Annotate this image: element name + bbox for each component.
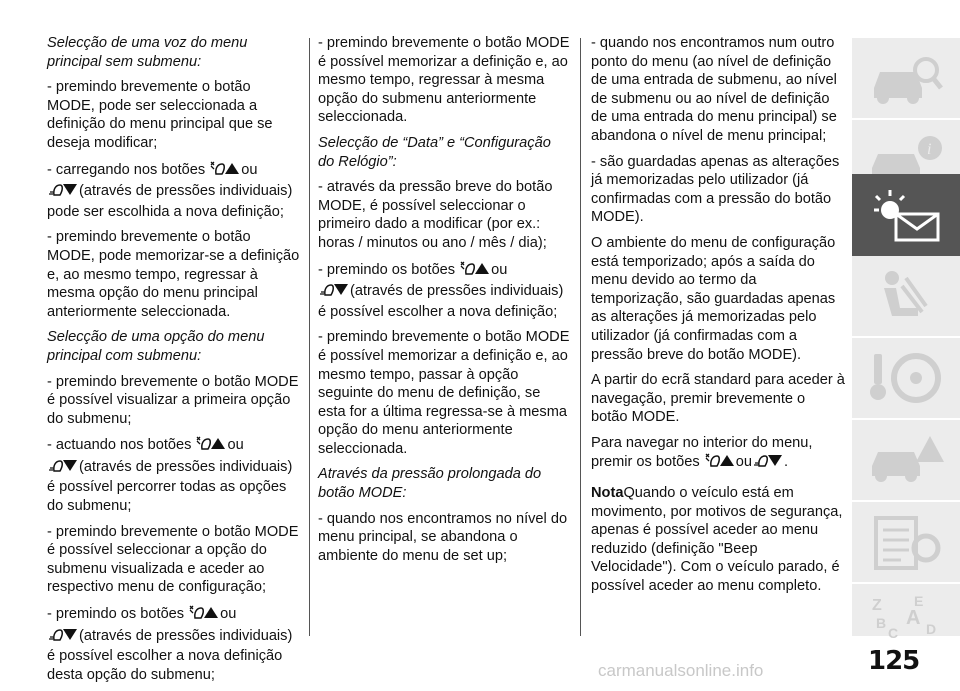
paragraph: - premindo brevemente o botão MODE, pode memorizar-se a definição e, ao mesmo tempo, regressar à mesma opção do menu principal anteriormente seleccionada. bbox=[47, 229, 300, 320]
paragraph: - premindo brevemente o botão MODE é possível visualizar a primeira opção do submenu; bbox=[47, 373, 299, 427]
mode-light-up-icon bbox=[209, 160, 241, 182]
paragraph: - premindo brevemente o botão MODE, pode ser seleccionada a definição do menu principal que se deseja modificar; bbox=[47, 79, 273, 151]
text-column-2 bbox=[318, 34, 570, 572]
mode-light-down-icon bbox=[47, 626, 79, 648]
note-paragraph bbox=[591, 484, 845, 596]
paragraph bbox=[318, 260, 570, 322]
sidebar-tab-car-search[interactable] bbox=[852, 38, 960, 118]
paragraph: - premindo brevemente o botão MODE é possível memorizar a definição e, ao mesmo tempo, passar à opção seguinte do menu de definição, se esta for a última regressa-se à mesma opção do menu anteriormente seleccionada. bbox=[318, 329, 570, 457]
car-warning-icon bbox=[866, 430, 946, 490]
column-divider bbox=[580, 38, 581, 636]
sidebar-tab-alphabet-index[interactable] bbox=[852, 584, 960, 641]
svg-text:B: B bbox=[876, 615, 887, 631]
dashboard-lights-icon bbox=[866, 184, 946, 246]
paragraph: - são guardadas apenas as alterações já memorizadas pelo utilizador (já confirmadas com a pressão do botão MODE). bbox=[591, 153, 840, 226]
mode-light-up-icon bbox=[704, 452, 736, 474]
paragraph: A partir do ecrã standard para aceder à navegação, premir brevemente o botão MODE. bbox=[591, 372, 845, 426]
paragraph: O ambiente do menu de configuração está temporizado; após a saída do menu devido ao termo da temporização, são guardadas apenas as alterações já memorizadas pelo utilizador (já confirmadas com a pressão breve do botão MODE). bbox=[591, 234, 836, 363]
column-divider bbox=[309, 38, 310, 636]
paragraph-text: - premindo os botões bbox=[47, 606, 185, 623]
service-list-icon bbox=[866, 512, 946, 572]
seat-airbag-icon bbox=[866, 266, 946, 326]
paragraph: - quando nos encontramos num outro ponto do menu (ao nível de definição de uma entrada de submenu, ao nível de submenu ou ao nível de definição de uma entrada do menu principal) se abandona o nível de menu principal; bbox=[591, 35, 837, 144]
paragraph-text: - carregando nos botões bbox=[47, 161, 206, 178]
sentence-end: . bbox=[784, 454, 789, 471]
paragraph: - através da pressão breve do botão MODE, é possível seleccionar o primeiro dado a modificar (por ex.: horas / minutos ou ano / mês / dia); bbox=[318, 179, 553, 251]
note-text: Quando o veículo está em movimento, por motivos de segurança, apenas é possível aceder ao menu reduzido (definição "Beep Velocidade"). Com o veículo parado, é possível aceder ao menu completo. bbox=[591, 485, 843, 595]
watermark: carmanualsonline.info bbox=[598, 661, 764, 680]
paragraph: - premindo brevemente o botão MODE é possível memorizar a definição e, ao mesmo tempo, regressar à mesma opção do submenu anteriormente seleccionada. bbox=[318, 35, 570, 126]
mode-light-up-icon bbox=[195, 435, 227, 457]
note-label: Nota bbox=[591, 485, 624, 502]
svg-text:D: D bbox=[926, 621, 937, 637]
sidebar-tab-dashboard-lights[interactable] bbox=[852, 174, 960, 256]
or-text: ou bbox=[735, 454, 752, 471]
paragraph bbox=[47, 160, 301, 222]
svg-text:Z: Z bbox=[872, 597, 882, 614]
paragraph-text: Para navegar no interior do menu, premir os botões bbox=[591, 434, 813, 471]
paragraph-text: (através de pressões individuais) é possível escolher a nova definição; bbox=[318, 283, 564, 320]
paragraph bbox=[47, 435, 301, 515]
sidebar-tab-service-list[interactable] bbox=[852, 502, 960, 582]
sidebar-tab-steering-key[interactable] bbox=[852, 338, 960, 418]
paragraph-text: - actuando nos botões bbox=[47, 437, 192, 454]
paragraph-text: (através de pressões individuais) é possível escolher a nova definição desta opção do submenu; bbox=[47, 627, 293, 683]
section-heading: Selecção de uma opção do menu principal com submenu: bbox=[47, 329, 265, 364]
mode-light-down-icon bbox=[47, 181, 79, 203]
text-column-1 bbox=[47, 34, 301, 691]
paragraph bbox=[47, 604, 301, 684]
alphabet-index-icon bbox=[866, 594, 946, 644]
steering-key-icon bbox=[866, 348, 946, 408]
paragraph: - quando nos encontramos no nível do menu principal, se abandona o ambiente do menu de set up; bbox=[318, 510, 568, 564]
sidebar-tab-seat-airbag[interactable] bbox=[852, 256, 960, 336]
or-text: ou bbox=[220, 606, 237, 623]
mode-light-up-icon bbox=[188, 604, 220, 626]
section-heading: Através da pressão prolongada do botão MODE: bbox=[318, 466, 542, 502]
paragraph-text: (através de pressões individuais) pode ser escolhida a nova definição; bbox=[47, 183, 293, 220]
car-search-icon bbox=[866, 48, 946, 108]
mode-light-down-icon bbox=[752, 452, 784, 474]
svg-text:E: E bbox=[914, 594, 924, 609]
sidebar-tab-car-warning[interactable] bbox=[852, 420, 960, 500]
section-heading: Selecção de “Data” e “Configuração do Relógio”: bbox=[318, 134, 551, 170]
mode-light-down-icon bbox=[47, 457, 79, 479]
or-text: ou bbox=[227, 437, 244, 454]
paragraph: - premindo brevemente o botão MODE é possível seleccionar a opção do submenu visualizada e aceder ao respectivo menu de configuração; bbox=[47, 523, 299, 596]
or-text: ou bbox=[241, 161, 258, 178]
svg-text:i: i bbox=[927, 141, 932, 158]
paragraph-text: (através de pressões individuais) é possível percorrer todas as opções do submenu; bbox=[47, 458, 293, 515]
mode-light-down-icon bbox=[318, 281, 350, 303]
mode-light-up-icon bbox=[459, 260, 491, 282]
paragraph-text: - premindo os botões bbox=[318, 261, 456, 278]
page-number: 125 bbox=[868, 646, 920, 676]
paragraph bbox=[591, 434, 845, 474]
svg-text:A: A bbox=[906, 607, 921, 629]
section-heading: Selecção de uma voz do menu principal sem submenu: bbox=[47, 35, 248, 70]
text-column-3 bbox=[591, 34, 845, 603]
or-text: ou bbox=[491, 261, 508, 278]
svg-text:C: C bbox=[888, 625, 899, 641]
